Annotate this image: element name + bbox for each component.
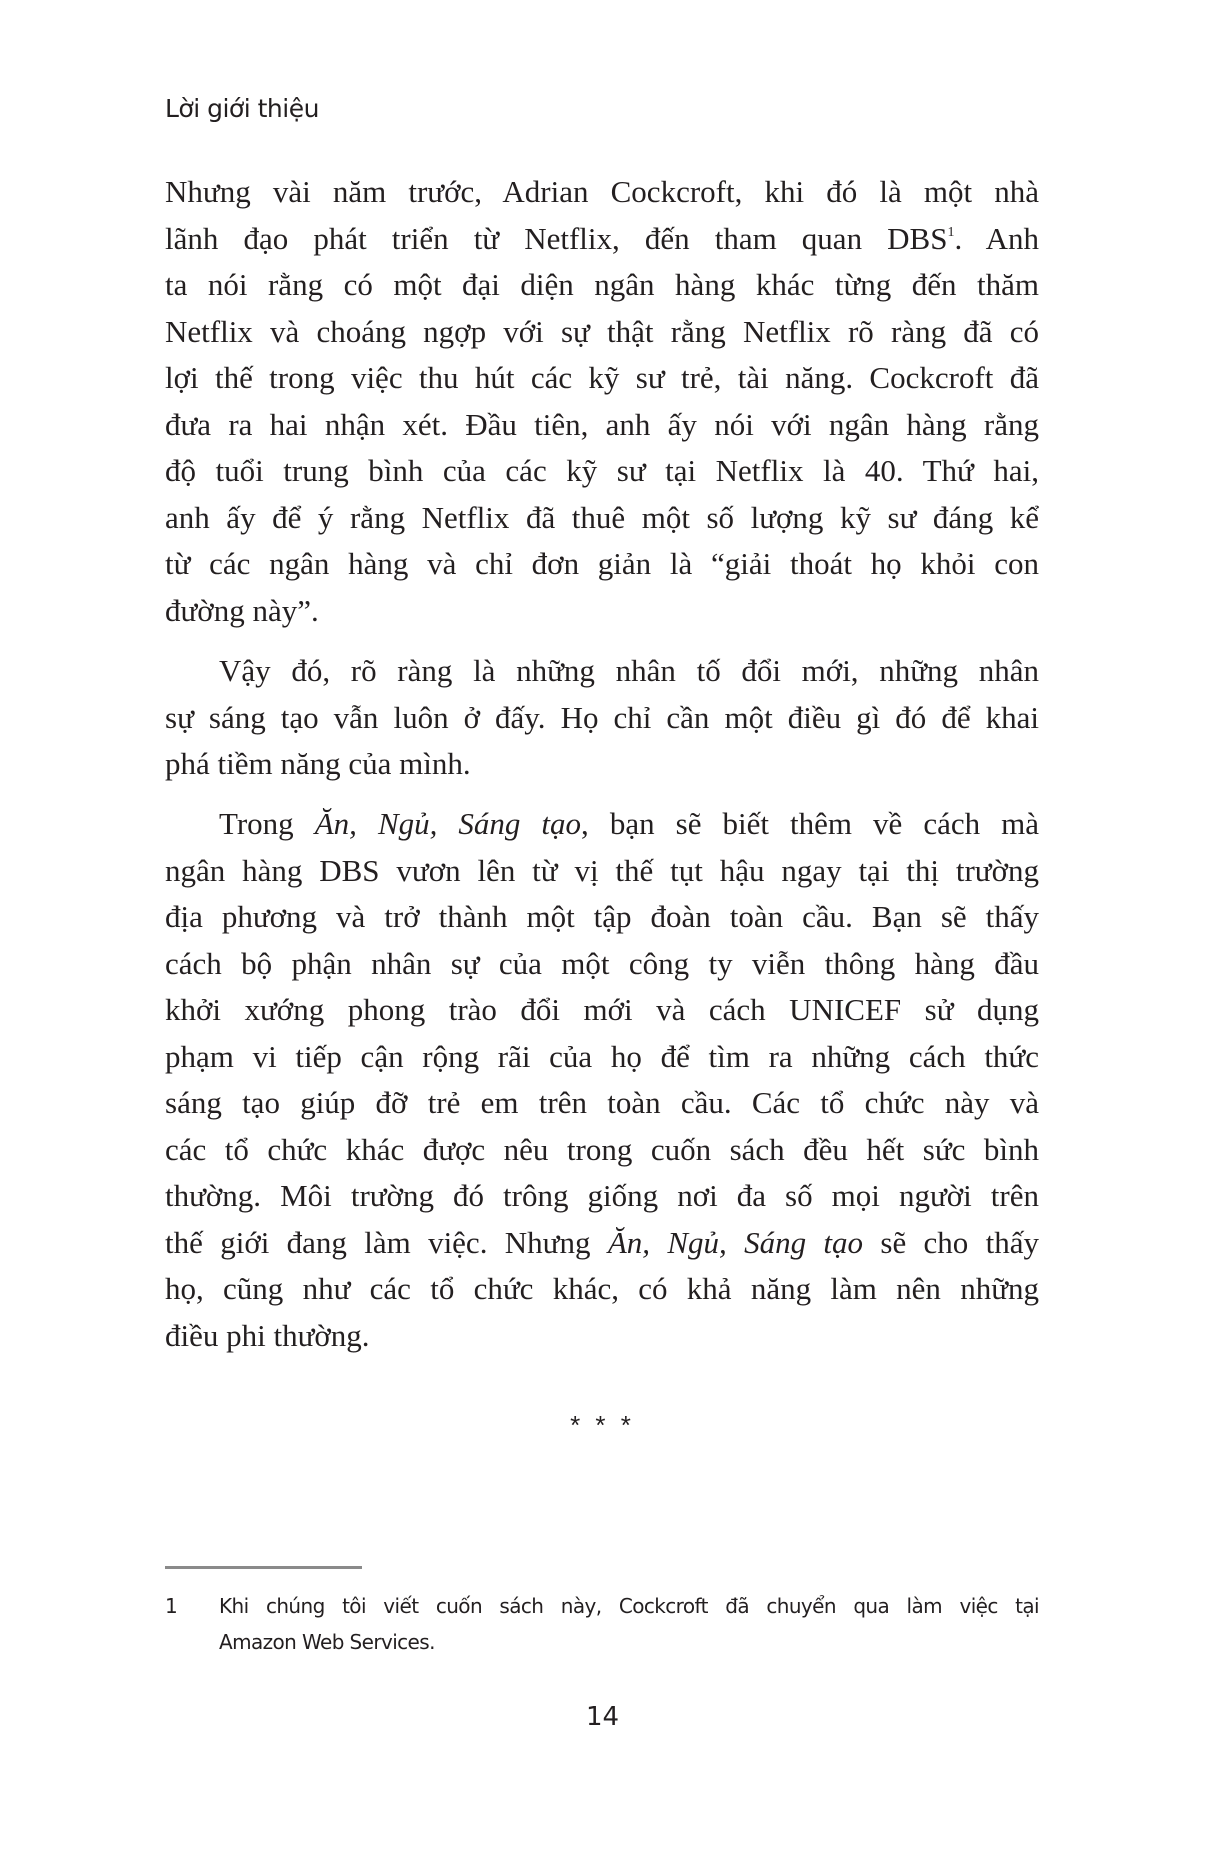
text-line [165,1034,1039,1081]
text-line [165,941,1039,988]
text-span: cách bộ phận nhân sự của một công ty viễn thông hàng đầu [165,945,1039,981]
text-line [165,309,1039,356]
book-title: Ăn, Ngủ, Sáng tạo [314,806,582,841]
text-span: địa phương và trở thành một tập đoàn toàn cầu. Bạn sẽ thấy [165,899,1039,934]
text-line [165,801,1039,848]
text-line [165,987,1039,1034]
text-span: thường. Môi trường đó trông giống nơi đa số mọi người trên [165,1178,1039,1213]
text-span: độ tuổi trung bình của các kỹ sư tại Netflix là 40. Thứ hai, [165,453,1039,488]
paragraph-1 [165,169,1039,634]
text-line [165,648,1039,695]
text-line [165,262,1039,309]
text-line [165,1266,1039,1313]
text-span: lãnh đạo phát triển từ Netflix, đến tham quan DBS [165,220,948,256]
text-span: đường này”. [165,592,319,628]
text-span: Nhưng vài năm trước, Adrian Cockcroft, khi đó là một nhà [165,174,1039,209]
page-number: 14 [585,1702,620,1732]
text-span: họ, cũng như các tổ chức khác, có khả năng làm nên những [165,1271,1039,1306]
text-span: ta nói rằng có một đại diện ngân hàng khác từng đến thăm [165,267,1039,302]
text-span: các tổ chức khác được nêu trong cuốn sách đều hết sức bình [165,1131,1039,1167]
paragraph-3 [165,801,1039,1359]
paragraph-2 [165,648,1039,788]
text-line [165,1173,1039,1220]
text-span: đưa ra hai nhận xét. Đầu tiên, anh ấy nói với ngân hàng rằng [165,406,1039,442]
text-span: phá tiềm năng của mình. [165,746,471,781]
text-line [165,741,1039,788]
text-line [165,355,1039,402]
text-line [165,1127,1039,1174]
footnote [165,1588,1039,1660]
text-line [165,695,1039,742]
text-span: phạm vi tiếp cận rộng rãi của họ để tìm ra những cách thức [165,1038,1039,1074]
footnote-line: Khi chúng tôi viết cuốn sách này, Cockcroft đã chuyển qua làm việc tại [219,1594,1039,1618]
footnote-ref: 1 [947,224,955,240]
text-line [165,588,1039,635]
running-header: Lời giới thiệu [165,94,319,123]
text-span: . Anh [954,220,1039,256]
text-span: khởi xướng phong trào đổi mới và cách UNICEF sử dụng [165,992,1039,1027]
footnote-number: 1 [165,1594,178,1618]
text-line [165,402,1039,449]
text-line [165,894,1039,941]
text-line [165,448,1039,495]
text-span: từ các ngân hàng và chỉ đơn giản là “giải thoát họ khỏi con [165,546,1039,581]
text-line [165,541,1039,588]
text-span: lợi thế trong việc thu hút các kỹ sư trẻ, tài năng. Cockcroft đã [165,360,1039,395]
text-span: sẽ cho thấy [863,1224,1039,1260]
text-line [165,216,1039,263]
text-span: , bạn sẽ biết thêm về cách mà [581,806,1039,841]
footnote-divider [165,1566,362,1569]
text-line [165,495,1039,542]
text-span: anh ấy để ý rằng Netflix đã thuê một số lượng kỹ sư đáng kể [165,499,1039,535]
text-line [165,1313,1039,1360]
text-line [165,169,1039,216]
text-span: điều phi thường. [165,1317,370,1353]
book-title: Ăn, Ngủ, Sáng tạo [607,1224,864,1260]
text-line [165,848,1039,895]
text-span: sự sáng tạo vẫn luôn ở đấy. Họ chỉ cần một điều gì đó để khai [165,699,1039,735]
text-line [165,1220,1039,1267]
text-span: thế giới đang làm việc. Nhưng [165,1224,608,1260]
section-separator: * * * [570,1410,635,1440]
text-span: Netflix và choáng ngợp với sự thật rằng Netflix rõ ràng đã có [165,313,1039,349]
text-span: Trong [219,806,315,841]
footnote-line: Amazon Web Services. [219,1630,435,1654]
text-span: Vậy đó, rõ ràng là những nhân tố đổi mới, những nhân [219,653,1039,688]
text-span: sáng tạo giúp đỡ trẻ em trên toàn cầu. Các tổ chức này và [165,1085,1039,1120]
text-line [165,1080,1039,1127]
text-span: ngân hàng DBS vươn lên từ vị thế tụt hậu ngay tại thị trường [165,852,1039,888]
